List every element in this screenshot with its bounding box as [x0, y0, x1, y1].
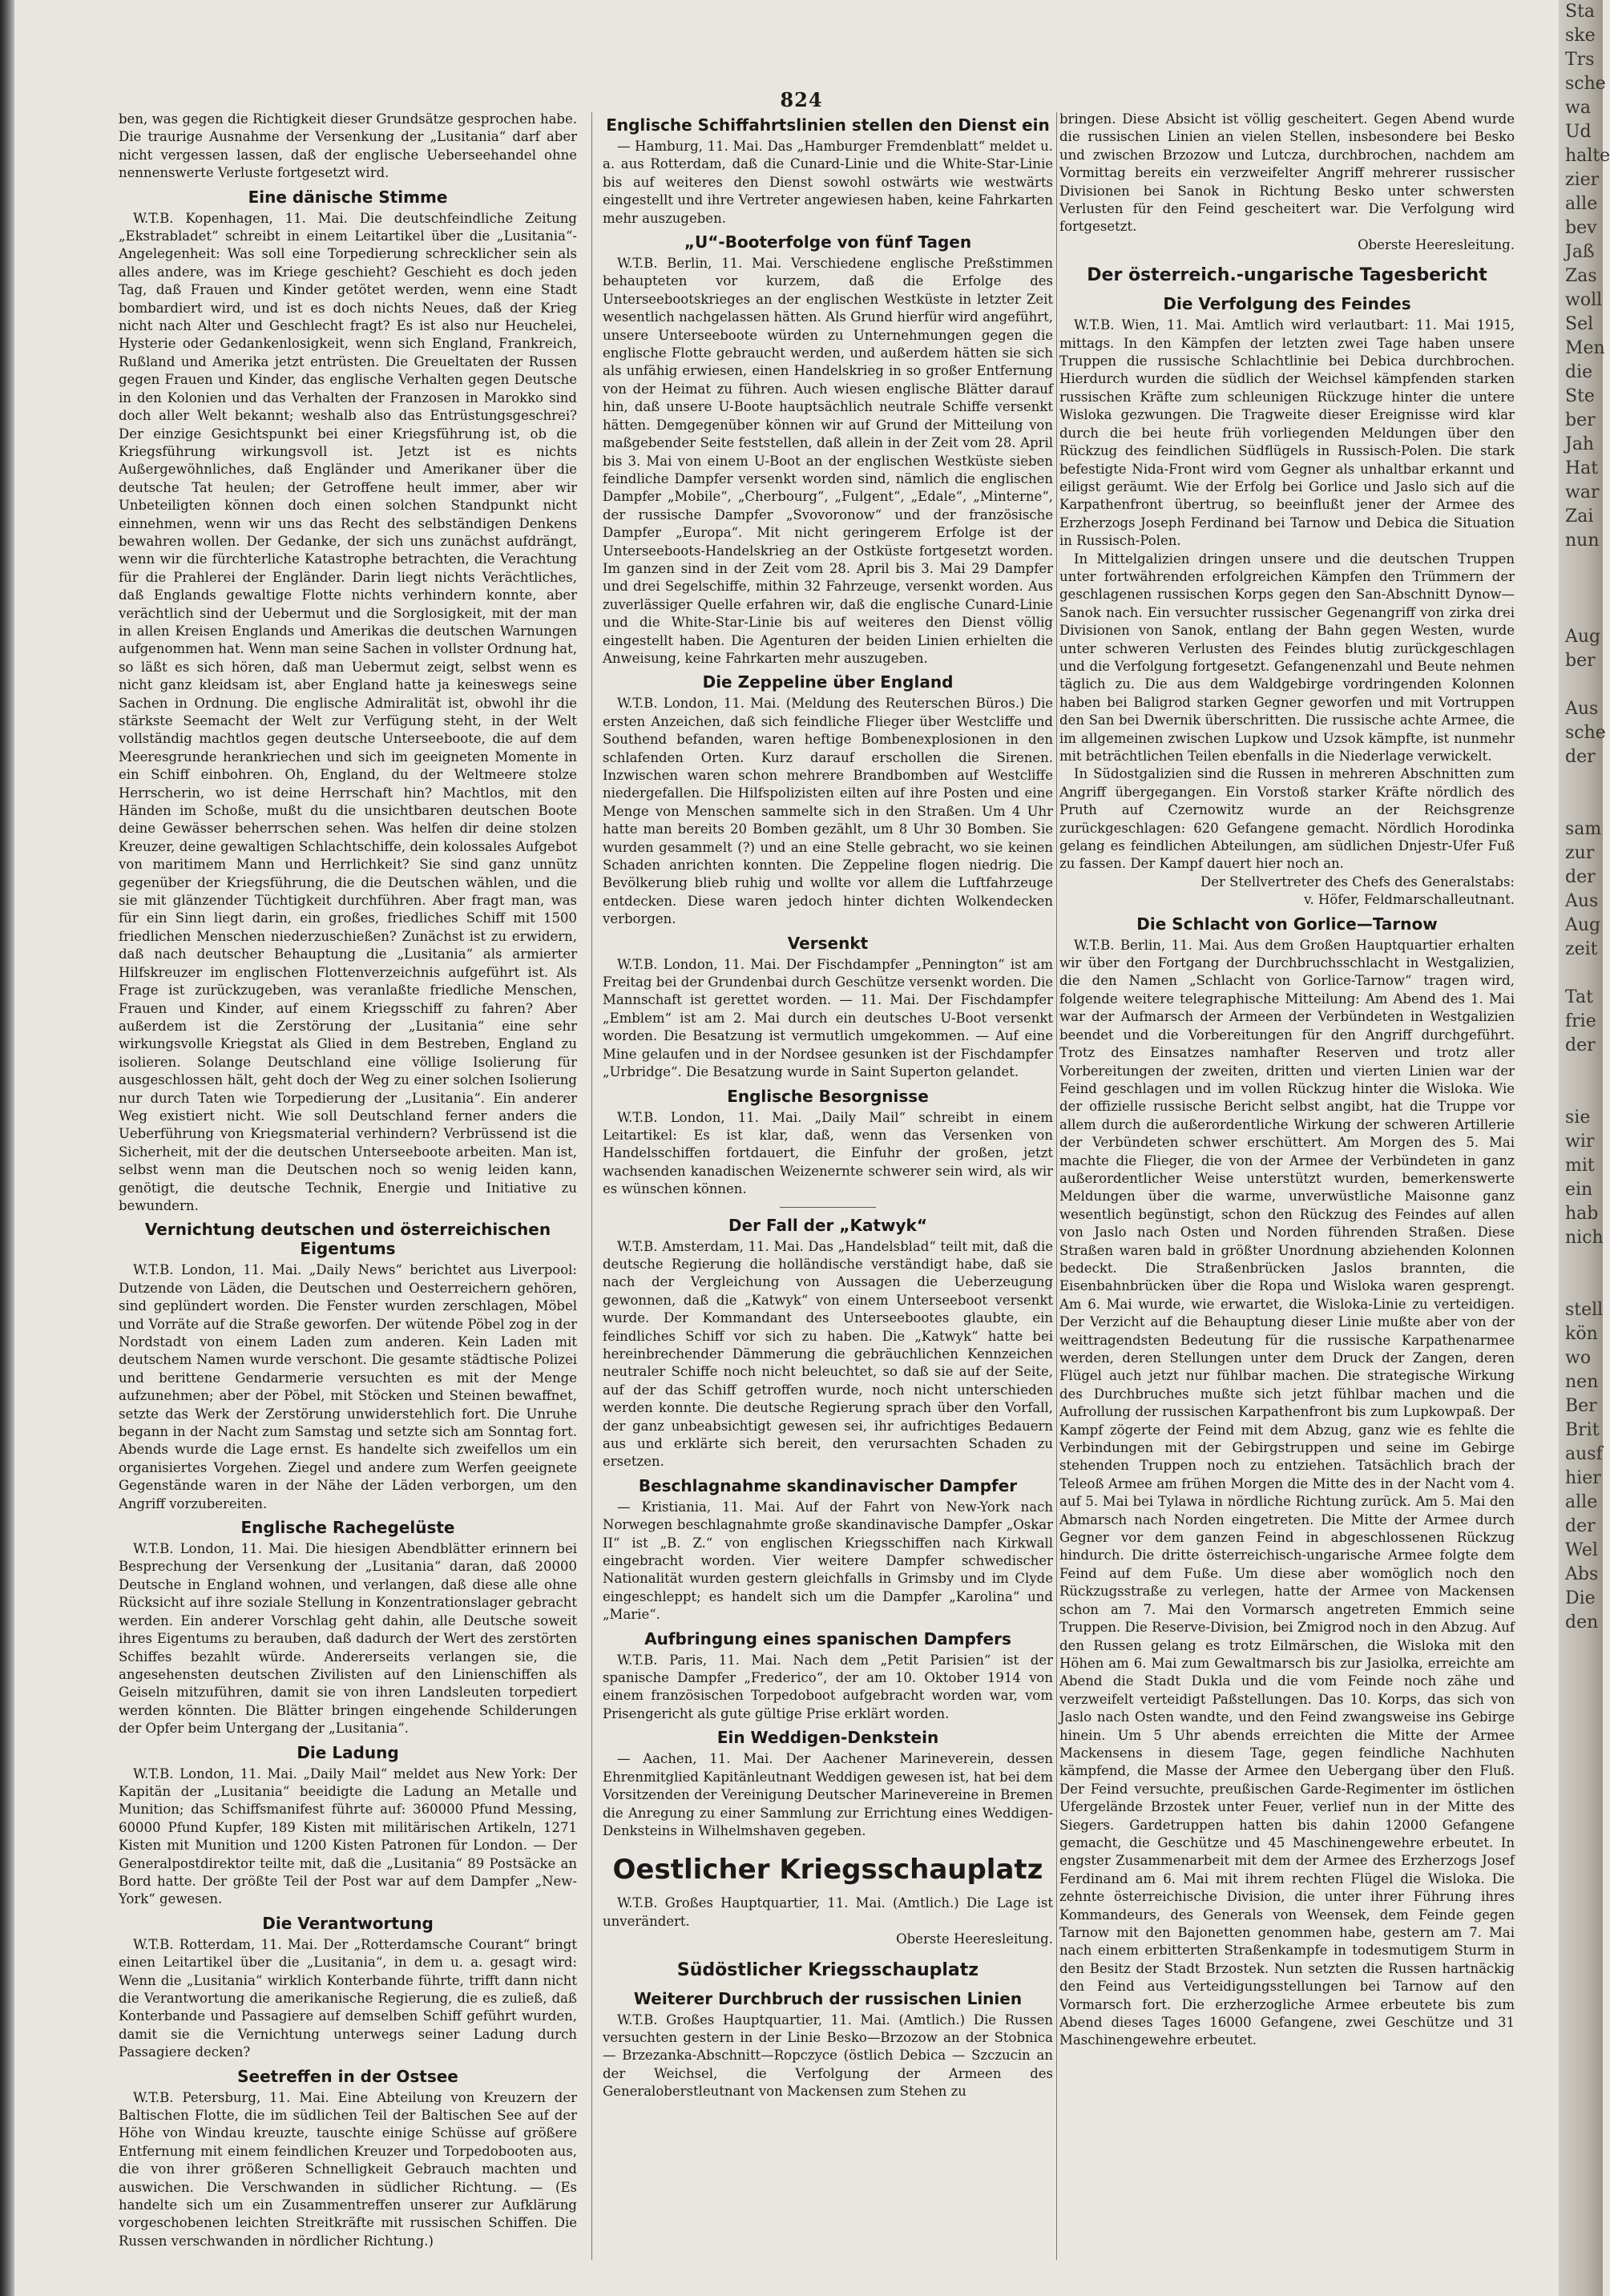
page-number: 824: [780, 88, 823, 111]
article-text: W.T.B. London, 11. Mai. „Daily Mail“ schreibt in einem Leitartikel: Es ist klar, daß, wenn das Versenken von Handelsschiffen fortdauert, die Einfuhr der großen, jetzt wachsenden kanadischen Weizenernte schwerer sein wird, als wir es wünschen können.: [603, 1109, 1053, 1197]
article-text: W.T.B. Paris, 11. Mai. Nach dem „Petit Parisien“ ist der spanische Dampfer „Frederico“, der am 10. Oktober 1914 von einem französischen Torpedoboot aufgebracht worden war, vom Prisengericht als gute gültige Prise erklärt worden.: [603, 1652, 1053, 1721]
article-text: — Aachen, 11. Mai. Der Aachener Marineverein, dessen Ehrenmitglied Kapitänleutnant Weddigen gewesen ist, hat bei dem Vorsitzenden der Vereinigung Deutscher Marinevereine in Bremen die Anregung zu einer Sammlung zur Errichtung eines Weddigen-Denksteins in Wilhelmshaven gegeben.: [603, 1751, 1053, 1838]
article-heading: Versenkt: [787, 933, 869, 953]
article-heading: Der Fall der „Katwyk“: [728, 1215, 928, 1235]
column-1: [119, 111, 577, 2274]
article-heading: Vernichtung deutschen und österreichischen Eigentums: [144, 1220, 551, 1259]
article-text: W.T.B. Amsterdam, 11. Mai. Das „Handelsblad“ teilt mit, daß die deutsche Regierung die holländische verständigt habe, daß sie nach der Vergleichung von Aussagen die Ueberzeugung gewonnen, daß die „Katwyk“ von einem Unterseeboot versenkt wurde. Der Kommandant des Unterseebootes glaubte, ein feindliches Schiff vor sich zu haben. Die „Katwyk“ hatte bei hereinbrechender Dämmerung die gebräuchlichen Kennzeichen neutraler Schiffe noch nicht beleuchtet, so daß sie auf der Seite, auf der das Schiff getroffen wurde, noch nicht unterschieden werden konnte. Die deutsche Regierung sprach über den Vorfall, der ganz unbeabsichtigt gewesen sei, ihr aufrichtiges Bedauern aus und erklärte sich bereit, den verursachten Schaden zu ersetzen.: [603, 1238, 1053, 1470]
article-text: ben, was gegen die Richtigkeit dieser Grundsätze gesprochen habe. Die traurige Ausnahme der Versenkung der „Lusitania“ darf aber nicht vergessen lassen, daß der englische Ueberseehandel ohne nennenswerte Verluste fortgesetzt wird.: [119, 111, 577, 181]
signature: Oberste Heeresleitung.: [896, 1931, 1053, 1947]
article-heading: Die Verantwortung: [262, 1913, 434, 1933]
article-heading: Eine dänische Stimme: [248, 187, 448, 207]
article-text: W.T.B. Rotterdam, 11. Mai. Der „Rotterdamsche Courant“ bringt einen Leitartikel über die „Lusitania“, in dem u. a. gesagt wird: Wenn die „Lusitania“ wirklich Konterbande führte, trifft dann nicht die Verantwortung die amerikanische Regierung, die es zuließ, daß Konterbande und Passagiere auf demselben Schiff geführt wurden, damit sie die Vernichtung unterwegs seiner Ladung durch Passagiere decken?: [119, 1936, 577, 2060]
article-heading: Ein Weddigen-Denkstein: [716, 1728, 939, 1748]
article-text: W.T.B. Petersburg, 11. Mai. Eine Abteilung von Kreuzern der Baltischen Flotte, die im südlichen Teil der Baltischen See auf der Höhe von Windau kreuzte, tauschte einige Schüsse auf größere Entfernung mit einem feindlichen Kreuzer und Torpedobooten aus, die von ihrer größeren Schnelligkeit Gebrauch machten und auswichen. Die Verschwanden in südlicher Richtung. — (Es handelte sich um ein Zusammentreffen unserer zur Aufklärung vorgeschobenen leichten Streitkräfte mit russischen Schiffen. Die Russen verschwanden in nördlicher Richtung.): [119, 2089, 577, 2249]
article-text: W.T.B. London, 11. Mai. „Daily Mail“ meldet aus New York: Der Kapitän der „Lusitania“ beeidigte die Ladung an Metalle und Munition; das Schiffsmanifest führte auf: 360000 Pfund Messing, 60000 Pfund Kupfer, 189 Kisten mit militärischen Artikeln, 1271 Kisten mit Munition und 1200 Kisten Patronen für London. — Der Generalpostdirektor teilte mit, daß die „Lusitania“ 89 Postsäcke an Bord hatte. Der größte Teil der Post war auf dem Dampfer „New-York“ gewesen.: [119, 1765, 577, 1907]
article-text: In Mittelgalizien dringen unsere und die deutschen Truppen unter fortwährenden erfolgreichen Kämpfen den Trümmern der geschlagenen russischen Korps gegen den San-Abschnitt Dynow—Sanok nach. Ein versuchter russischer Gegenangriff von zirka drei Divisionen von Sanok, entlang der Bahn gegen Westen, wurde unter schweren Verlusten des Feindes blutig zurückgeschlagen und die Verfolgung fortgesetzt. Gefangenenzahl und Beute nehmen täglich zu. Die aus dem Waldgebirge vordringenden Kolonnen haben bei Baligrod starken Gegner geworfen und mit Vortruppen den San bei Dwernik überschritten. Die russische achte Armee, die im allgemeinen zwischen Lupkow und Uzsok kämpfte, ist nunmehr mit beträchtlichen Teilen ebenfalls in die Niederlage verwickelt.: [1059, 551, 1515, 764]
signature: v. Höfer, Feldmarschalleutnant.: [1304, 892, 1515, 908]
article-heading: Beschlagnahme skandinavischer Dampfer: [638, 1475, 1018, 1495]
article-text: W.T.B. Wien, 11. Mai. Amtlich wird verlautbart: 11. Mai 1915, mittags. In den Kämpfen der letzten zwei Tage haben unsere Truppen die russische Schlachtlinie bei Debica durchbrochen. Hierdurch wurden die südlich der Weichsel kämpfenden starken russischen Kräfte zum schleunigen Rückzuge hinter die untere Wisloka gezwungen. Die Tragweite dieser Ereignisse wird klar durch die bei heute früh vorliegenden Meldungen über den Rückzug des feindlichen Südflügels in Russisch-Polen. Die stark befestigte Nida-Front wird vom Gegner als unhaltbar erkannt und eiligst geräumt. Wie der Erfolg bei Gorlice und Jaslo sich auf die Karpathenfront übertrug, so beeinflußt jener der Armee des Erzherzogs Joseph Ferdinand bei Tarnow und Debica die Situation in Russisch-Polen.: [1059, 317, 1515, 549]
article-text: W.T.B. Berlin, 11. Mai. Verschiedene englische Preßstimmen behaupteten vor kurzem, daß die Erfolge des Unterseebootskrieges an der englischen Westküste in letzter Zeit wesentlich nachgelassen hätten. Als Grund hierfür wird angeführt, unsere Unterseeboote würden zu Unternehmungen gegen die englische Flotte gebraucht werden, und außerdem hätten sie sich als unfähig erwiesen, einen Handelskrieg in so großer Entfernung von der Heimat zu führen. Auch wiesen englische Blätter darauf hin, daß unsere U-Boote hauptsächlich neutrale Schiffe versenkt hätten. Demgegenüber können wir auf Grund der Mitteilung von maßgebender Seite feststellen, daß allein in der Zeit vom 28. April bis 3. Mai von einem U-Boot an der englischen Westküste sieben feindliche Dampfer versenkt worden sind, nämlich die englischen Dampfer „Mobile“, „Cherbourg“, „Fulgent“, „Edale“, „Minterne“, der russische Dampfer „Svovoronow“ und der französische Dampfer „Europa“. Mit nicht geringerem Erfolge ist der Unterseeboots-Handelskrieg an der Ostküste fortgesetzt worden. Im ganzen sind in der Zeit vom 28. April bis 3. Mai 29 Dampfer und drei Segelschiffe, mithin 32 Fahrzeuge, versenkt worden. Aus zuverlässiger Quelle erfahren wir, daß die englische Cunard-Linie und die White-Star-Linie bis auf weiteres den Dienst völlig eingestellt haben. Die Agenturen der beiden Linien erhielten die Anweisung, keine Fahrkarten mehr auszugeben.: [603, 256, 1053, 666]
article-text: W.T.B. London, 11. Mai. (Meldung des Reuterschen Büros.) Die ersten Anzeichen, daß sich feindliche Flieger über Westcliffe und Southend befanden, waren heftige Bombenexplosionen in den schlafenden Orten. Kurz darauf erschollen die Sirenen. Inzwischen waren schon mehrere Brandbomben auf Westcliffe niedergefallen. Die Hilfspolizisten eilten auf ihre Posten und eine Menge von Menschen sammelte sich in den Straßen. Um 4 Uhr hatte man bereits 20 Bomben gezählt, um 8 Uhr 30 Bomben. Sie wurden gesammelt (?) und an eine Stelle gebracht, wo sie keinen Schaden anrichten konnten. Die Zeppeline flogen niedrig. Die Bevölkerung blieb ruhig und wollte vor allem die Luftfahrzeuge entdecken. Diese waren jedoch hinter dichten Wolkendecken verborgen.: [603, 696, 1053, 927]
section-heading: Der österreich.-ungarische Tagesbericht: [1087, 265, 1487, 286]
article-text: W.T.B. Großes Hauptquartier, 11. Mai. (Amtlich.) Die Russen versuchten gestern in der Linie Besko—Brzozow an der Stobnica — Brzezanka-Abschnitt—Ropczyce (östlich Debica — Szczucin an der Weichsel, die Verfolgung der Armeen des Generaloberstleutnant von Mackensen zum Stehen zu: [603, 2012, 1053, 2100]
adjacent-page-edge: [1559, 0, 1610, 2296]
article-text: W.T.B. London, 11. Mai. Die hiesigen Abendblätter erinnern bei Besprechung der Versenkung der „Lusitania“ daran, daß 20000 Deutsche in England wohnen, und verlangen, daß diese alle ohne Rücksicht auf ihre soziale Stellung in Konzentrationslager gebracht werden. Ein anderer Vorschlag geht dahin, alle Deutsche soweit ihres Eigentums zu berauben, daß dadurch der Wert des zerstörten Schiffes bezahlt würde. Andererseits verlangen sie, die angesehensten deutschen Zivilisten auf den Linienschiffen als Geiseln mitzuführen, damit sie von ihren Landsleuten torpediert werden könnten. Die Blätter bringen eingehende Schilderungen der Opfer beim Untergang der „Lusitania“.: [119, 1541, 577, 1737]
article-text: In Südostgalizien sind die Russen in mehreren Abschnitten zum Angriff übergegangen. Ein Vorstoß starker Kräfte nördlich des Pruth auf Czernowitz wurde an der Reichsgrenze zurückgeschlagen: 620 Gefangene gemacht. Nördlich Horodinka gelang es feindlichen Abteilungen, am südlichen Dnjestr-Ufer Fuß zu fassen. Der Kampf dauert hier noch an.: [1059, 766, 1515, 872]
article-text: W.T.B. London, 11. Mai. „Daily News“ berichtet aus Liverpool: Dutzende von Läden, die Deutschen und Oesterreichern gehören, sind geplündert worden. Die Fenster wurden zerschlagen, Möbel und Vorräte auf die Straße geworfen. Der wütende Pöbel zog in der Nordstadt von einem Laden zum anderen. Kein Laden mit deutschem Namen wurde verschont. Die gesamte städtische Polizei und berittene Gendarmerie versuchten es mit der Menge aufzunehmen; aber der Pöbel, mit Stöcken und Steinen bewaffnet, setzte das Werk der Zerstörung unwiderstehlich fort. Die Unruhe begann in der Nacht zum Samstag und setzte sich am Sonntag fort. Abends wurde die Lage ernst. Es handelte sich zweifellos um ein organisiertes Vorgehen. Ziegel und andere zum Werfen geeignete Gegenstände waren in der Nähe der Läden verborgen, um den Angriff vorzubereiten.: [119, 1262, 577, 1511]
article-heading: Weiterer Durchbruch der russischen Linien: [633, 1988, 1023, 2008]
article-heading: Englische Schiffahrtslinien stellen den Dienst ein: [606, 115, 1050, 135]
adjacent-page-fragments: Sta ske Trs sche wa Ud halte zier alle bev Jaß Zas woll Sel Men die Ste ber Jah Hat war Zai nun Aug ber Aus sche der sam zur der Aus Aug zeit Tat frie der sie wir mit ein hab nich stell kön wo nen Ber Brit ausf hier alle der Wel Abs Die den: [1565, 2, 1610, 1632]
article-heading: Die Schlacht von Gorlice—Tarnow: [1136, 914, 1438, 934]
binding-gutter: [0, 0, 14, 2296]
article-text: W.T.B. London, 11. Mai. Der Fischdampfer „Pennington“ ist am Freitag bei der Grundenbai durch Geschütze versenkt worden. Die Mannschaft ist gerettet worden. — 11. Mai. Der Fischdampfer „Emblem“ ist am 2. Mai durch ein deutsches U-Boot versenkt worden. Die Besatzung ist vermutlich umgekommen. — Auf eine Mine gelaufen und in der Nordsee gesunken ist der Fischdampfer „Urbridge“. Die Besatzung wurde in Saint Superton gelandet.: [603, 956, 1053, 1080]
section-heading: Oestlicher Kriegsschauplatz: [612, 1854, 1043, 1886]
article-heading: Seetreffen in der Ostsee: [237, 2066, 458, 2086]
signature: Der Stellvertreter des Chefs des Generalstabs:: [1200, 874, 1515, 890]
article-heading: Englische Rachegelüste: [240, 1518, 455, 1538]
column-2: [603, 111, 1053, 2274]
section-rule: [780, 1207, 876, 1208]
article-text: — Kristiania, 11. Mai. Auf der Fahrt von New-York nach Norwegen beschlagnahmte große skandinavische Dampfer „Oskar II“ ist „B. Z.“ von englischen Kriegsschiffen nach Kirkwall eingebracht worden. Vier weitere Dampfer schwedischer Nationalität wurden gestern gleichfalls in Grimsby und im Clyde eingeschleppt; es handelt sich um die Dampfer „Karolina“ und „Marie“.: [603, 1499, 1053, 1623]
article-heading: Die Verfolgung des Feindes: [1163, 294, 1411, 314]
column-rule: [1056, 112, 1057, 2260]
article-text: W.T.B. Kopenhagen, 11. Mai. Die deutschfeindliche Zeitung „Ekstrabladet“ schreibt in einem Leitartikel über die „Lusitania“-Angelegenheit: Was soll eine Torpedierung schrecklicher sein als alles andere, was im Kriege geschieht? Geschieht es doch jeden Tag, daß Frauen und Kinder getötet werden, wenn eine Stadt bombardiert wird, und ist es doch nichts Neues, daß der Krieg nicht nach Alter und Geschlecht fragt? Es ist also nur Heuchelei, Hysterie oder Gedankenlosigkeit, wenn sich England, Frankreich, Rußland und Amerika jetzt entrüsten. Die Greueltaten der Russen gegen Frauen und Kinder, das englische Verhalten gegen Deutsche in den Kolonien und das Verhalten der Franzosen in Marokko sind doch aller Welt bekannt; weshalb also das Entrüstungsgeschrei? Der einzige Gesichtspunkt bei einer Kriegsführung ist, ob die Kriegsführung wirkungsvoll ist. Jetzt ist es nichts Außergewöhnliches, daß Engländer und Amerikaner über die deutsche Tat heulen; der Getroffene heult immer, aber wir Unbeteiligten können doch einen solchen Standpunkt nicht einnehmen, wenn wir uns das Recht des selbständigen Denkens bewahren wollen. Der Gedanke, der sich uns zunächst aufdrängt, wenn wir die fürchterliche Katastrophe betrachten, die Verachtung für die Prahlerei der Engländer. Darin liegt nichts Verächtliches, daß Englands gewaltige Flotte nichts verhindern konnte, aber verächtlich sind der Uebermut und die Sorglosigkeit, mit der man in allen Kreisen Englands und Amerikas die deutschen Warnungen aufgenommen hat. Wenn man seine Sachen in vollster Ordnung hat, so läßt es sich hören, daß man Uebermut zeigt, selbst wenn es nicht ganz kleidsam ist, aber England hatte ja keineswegs seine Sachen in Ordnung. Die englische Admiralität ist, obwohl ihr die stärkste Seemacht der Welt zur Verfügung steht, in der Welt vollständig machtlos gegen deutsche Unterseeboote, die auf dem Meeresgrunde herankriechen und sich im geeigneten Momente in ein Schiff einbohren. Oh, England, du der Weltmeere stolze Herrscherin, wo ist deine Herrschaft hin? Machtlos, mit den Händen im Schoße, mußt du die unsichtbaren deutschen Boote deine Gewässer beherrschen sehen. Was helfen dir deine stolzen Kreuzer, deine gewaltigen Schlachtschiffe, dein kolossales Aufgebot von maritimem Mann und Herrlichkeit? Sie sind ganz unnütz gegenüber der Kriegsführung, die die Deutschen wählen, und die sie mit glänzender Tüchtigkeit durchführen. Aber fragt man, was für ein Sinn liegt darin, ein großes, friedliches Schiff mit 1500 friedlichen Menschen niederzuschießen? Zunächst ist zu erwidern, daß nach deutscher Behauptung die „Lusitania“ als armierter Hilfskreuzer im englischen Flottenverzeichnis aufgeführt ist. Als Frage ist zurückzugeben, was veranlaßte friedliche Menschen, Frauen und Kinder, auf einem Kriegsschiff zu fahren? Aber außerdem ist die Zerstörung der „Lusitania“ eine sehr wirkungsvolle Kriegstat als Glied in dem Bestreben, England zu isolieren. Solange Deutschland eine völlige Isolierung für ausgeschlossen hält, geht doch der Weg zu einer solchen Isolierung nur durch Taten wie Torpedierung der „Lusitania“. Ein anderer Weg existiert nicht. Wie soll Deutschland ferner anders die Ueberführung von Kriegsmaterial verhindern? Verbrüssend ist die Sicherheit, mit der die deutschen Unterseeboote arbeiten. Man ist, selbst wenn man die Deutschen noch so wenig leiden kann, genötigt, die deutsche Technik, Energie und Initiative zu bewundern.: [119, 210, 577, 1213]
article-text: bringen. Diese Absicht ist völlig gescheitert. Gegen Abend wurde die russischen Linien an vielen Stellen, insbesondere bei Besko und zwischen Brzozow und Lutcza, durchbrochen, nachdem am Vormittag bereits ein verzweifelter Angriff mehrerer russischer Divisionen bei Sanok in Richtung Besko unter schwersten Verlusten für den Feind gescheitert war. Die Verfolgung wird fortgesetzt.: [1059, 111, 1515, 235]
signature: Oberste Heeresleitung.: [1358, 236, 1515, 252]
article-text: W.T.B. Berlin, 11. Mai. Aus dem Großen Hauptquartier erhalten wir über den Fortgang der Durchbruchsschlacht in Westgalizien, die den Namen „Schlacht von Gorlice-Tarnow“ tragen wird, folgende weitere telegraphische Mitteilung: Am Abend des 1. Mai war der Aufmarsch der Armeen der Verbündeten in Westgalizien beendet und die Vorbereitungen für den Angriff durchgeführt. Trotz des Einsatzes namhafter Reserven und trotz aller Vorbereitungen der zweiten, dritten und vierten Linien war der Feind geschlagen und im vollen Rückzug hinter die Wisloka. Wie der offizielle russische Bericht selbst angibt, hat die Truppe vor allem durch die außerordentliche Wirkung der schweren Artillerie der Verbündeten schwer erschüttert. Am Morgen des 5. Mai machte die Flieger, die von der Armee der Verbündeten in ganz außerordentlicher Weise unterstützt wurden, bemerkenswerte Meldungen über die warme, unverwüstliche Maisonne ganz wesentlich begünstigt, schon den Rückzug des Feindes auf allen von Jaslo nach Osten und Norden führenden Straßen. Diese Straßen waren bald in größter Unordnung abziehenden Kolonnen bedeckt. Die Straßenbrücken Jaslos brannten, die Eisenbahnbrücken über die Ropa und Wisloka waren gesprengt. Am 6. Mai wurde, wie erwartet, die Wisloka-Linie zu verteidigen. Der Verzicht auf die Behauptung dieser Linie mußte aber von der weittragendsten Bedeutung für die russische Karpathenarmee werden, deren Stellungen unter dem Druck der Zangen, deren Flügel auch jetzt nur fühlbar machen. Die strategische Wirkung des Durchbruches mußte sich jetzt fühlbar machen und die Aufrollung der russischen Karpathenfront bis zum Lupkowpaß. Der Kampf zögerte der Feind mit dem Abzug, ganz wie es fehlte die Verbindungen mit der Gebirgstruppen und seine im Gebirge stehenden Truppen noch zu entziehen. Tatsächlich brach der Teleoß Armee am frühen Morgen die Mitte des in der Nacht vom 4. auf 5. Mai bei Tylawa in nördliche Richtung zurück. Am 5. Mai den Abmarsch nach Norden eingetreten. Die Mitte der Armee durch Gegner vor dem ganzen Feind in abgeschlossenen Rückzug hindurch. Die dritte österreichisch-ungarische Armee folgte dem Feind auf dem Fuße. Um diese aber womöglich noch den Rückzugsstraße zu verlegen, hatte der Armee von Mackensen schon am 7. Mai den Vormarsch angetreten Emmich seine Truppen. Die Reserve-Division, bei Zmigrod noch in den Abzug. Auf den Russen gelang es trotz Eilmärschen, die Wisloka mit den Höhen am 6. Mai zum Gewaltmarsch bis zur Jasiolka, erreichte am Abend die Stadt Dukla und die vom Feinde noch zähe und verzweifelt verteidigt Paßstellungen. Das 10. Korps, das sich von Jaslo nach Osten wandte, und den Feind zwangsweise ins Gebirge hinein. Um 5 Uhr abends erreichten die Mitte der Armee Mackensens in diesem Tage, gegen feindliche Nachhuten kämpfend, die Masse der Armee den Uebergang über den Fluß. Der Feind versuchte, preußischen Garde-Regimenter im östlichen Ufergelände Brzostek unter Feuer, verlief nun in der Mitte des Siegers. Gardetruppen hatten bis dahin 12000 Gefangene gemacht, die Geschütze und 45 Maschinengewehre erbeutet. In engster Zusammenarbeit mit dem der Armee des Erzherzogs Josef Ferdinand am 6. Mai mit ihrem rechten Flügel die Wisloka. Die zehnte österreichische Division, die unter ihrer Führung ihres Kommandeurs, des Generals von Weensek, dem Feinde gegen Tarnow mit den Bajonetten genommen habe, gestern am 7. Mai nach einem erbitterten Straßenkampfe in todesmutigem Sturm in den Besitz der Stadt Brzostek. Nun setzten die Russen hartnäckig den Feind aus Verteidigungsstellungen bei Tarnow auf den Vormarsch fort. Die erzherzogliche Armee erbeutete bis zum Abend dieses Tages 16000 Gefangene, zwei Geschütze und 31 Maschinengewehre erbeutet.: [1059, 937, 1515, 2048]
section-heading: Südöstlicher Kriegsschauplatz: [676, 1959, 979, 1980]
article-heading: Aufbringung eines spanischen Dampfers: [644, 1628, 1011, 1648]
article-text: W.T.B. Großes Hauptquartier, 11. Mai. (Amtlich.) Die Lage ist unverändert.: [603, 1895, 1053, 1929]
column-rule: [591, 112, 592, 2260]
article-heading: Englische Besorgnisse: [727, 1086, 929, 1106]
article-heading: Die Zeppeline über England: [702, 672, 954, 692]
article-heading: Die Ladung: [297, 1742, 399, 1762]
article-text: — Hamburg, 11. Mai. Das „Hamburger Fremdenblatt“ meldet u. a. aus Rotterdam, daß die Cunard-Linie und die White-Star-Linie bis auf weiteres den Dienst sowohl ostwärts wie westwärts eingestellt und ihre Vertreter angewiesen haben, keine Fahrkarten mehr auszugeben.: [603, 139, 1053, 226]
column-3: [1059, 111, 1515, 2274]
article-heading: „U“-Booterfolge von fünf Tagen: [684, 232, 972, 252]
